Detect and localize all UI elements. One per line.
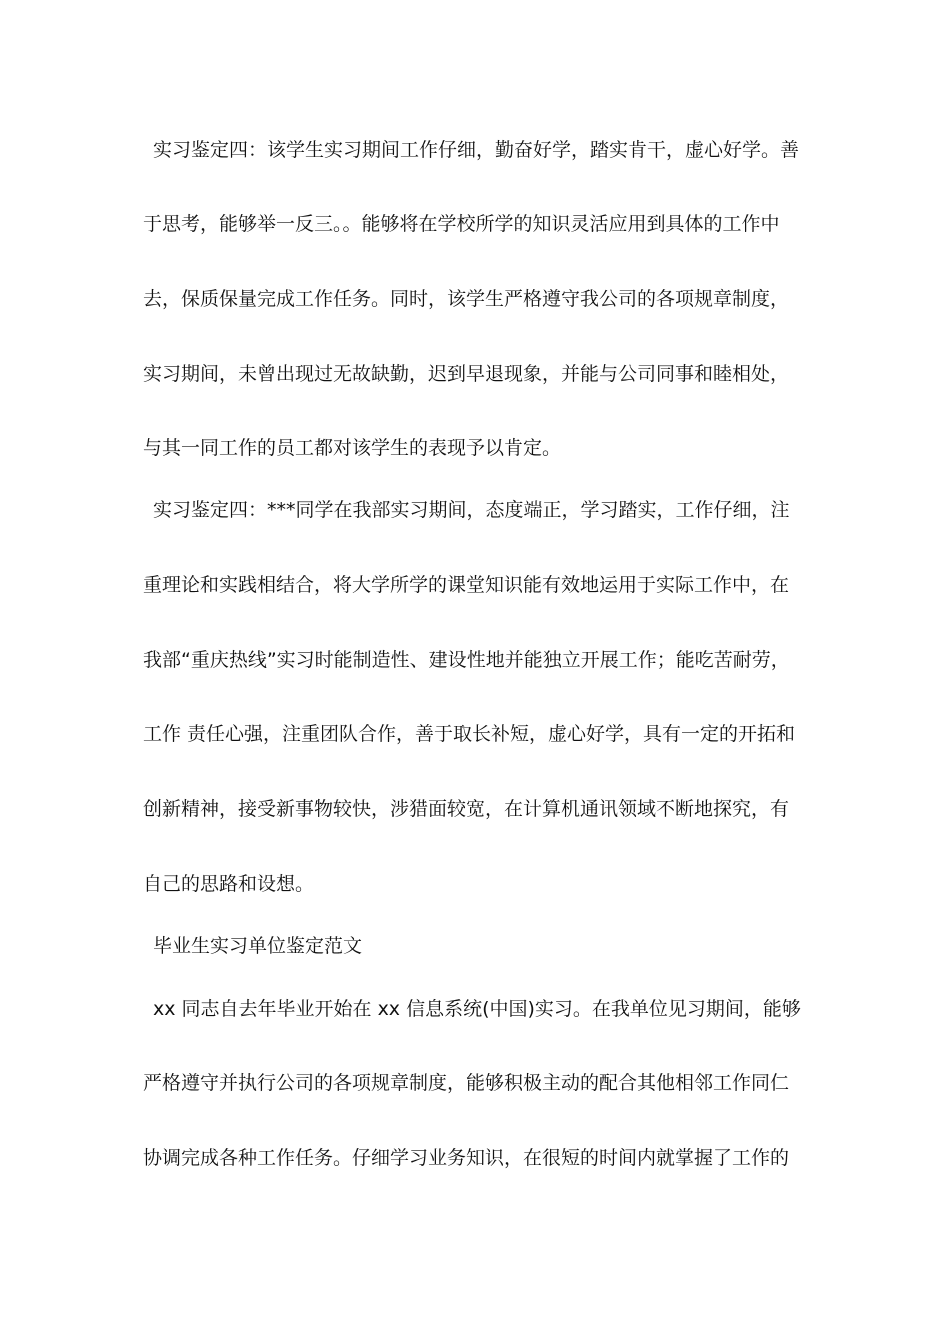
paragraph-2-line-6: 自己的思路和设想。 (143, 873, 315, 895)
paragraph-1-line-3: 去，保质保量完成工作任务。同时，该学生严格遵守我公司的各项规章制度， (143, 288, 790, 310)
paragraph-2-line-1: 实习鉴定四：***同学在我部实习期间，态度端正，学习踏实，工作仔细，注 (153, 499, 790, 521)
paragraph-2-line-5: 创新精神，接受新事物较快，涉猎面较宽，在计算机通讯领域不断地探究，有 (143, 798, 790, 820)
paragraph-3-line-3: 协调完成各种工作任务。仔细学习业务知识，在很短的时间内就掌握了工作的 (143, 1147, 790, 1169)
paragraph-1-line-4: 实习期间，未曾出现过无故缺勤，迟到早退现象，并能与公司同事和睦相处， (143, 363, 790, 385)
section-heading: 毕业生实习单位鉴定范文 (153, 935, 363, 957)
paragraph-2-line-4: 工作 责任心强，注重团队合作，善于取长补短，虚心好学，具有一定的开拓和 (143, 723, 796, 745)
paragraph-2-line-2: 重理论和实践相结合，将大学所学的课堂知识能有效地运用于实际工作中，在 (143, 574, 790, 596)
paragraph-3-line-1: xx 同志自去年毕业开始在 xx 信息系统(中国)实习。在我单位见习期间，能够 (153, 998, 801, 1020)
paragraph-1-line-2: 于思考，能够举一反三。。能够将在学校所学的知识灵活应用到具体的工作中 (143, 213, 780, 235)
paragraph-2-line-3: 我部“重庆热线”实习时能制造性、建设性地并能独立开展工作；能吃苦耐劳， (143, 649, 790, 671)
paragraph-3-line-2: 严格遵守并执行公司的各项规章制度，能够积极主动的配合其他相邻工作同仁 (143, 1072, 790, 1094)
paragraph-1-line-5: 与其一同工作的员工都对该学生的表现予以肯定。 (143, 437, 562, 459)
paragraph-1-line-1: 实习鉴定四：该学生实习期间工作仔细，勤奋好学，踏实肯干，虚心好学。善 (153, 139, 800, 161)
